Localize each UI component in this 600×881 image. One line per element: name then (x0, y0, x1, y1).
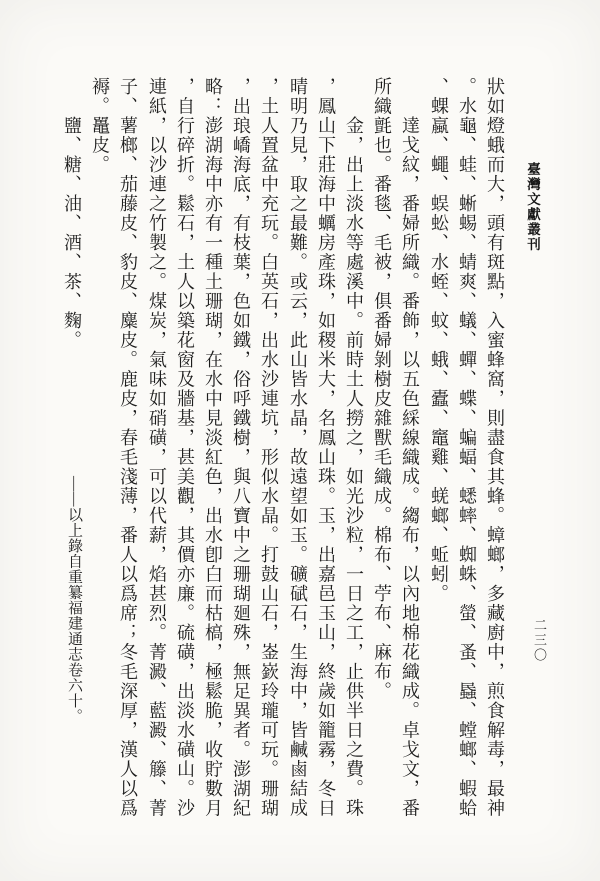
text-column-5: 所織氈也。番毯、毛被，俱番婦剝樹皮雜獸毛織成。棉布、苧布、麻布。 (372, 77, 392, 701)
page-number: 二三〇 (532, 618, 547, 663)
text-column-15: 褥。鼉皮。 (90, 77, 110, 175)
text-column-12: ，自行碎折。鬆石，土人以築花窗及牆基，甚美觀，其價亦廉。硫磺，出淡水磺山。沙 (175, 77, 195, 818)
text-column-8: 晴明乃見，取之最難。或云，此山皆水晶，故遠望如玉。礦碔石，生海中，皆鹹鹵結成 (288, 77, 308, 818)
text-column-1: 狀如燈蛾而大，頭有斑點，入蜜蜂窩，則盡食其蜂。蟑螂，多藏廚中，煎食解毒，最神 (485, 77, 505, 818)
text-column-10: ，出琅嶠海底，有枝葉，色如鐵，俗呼鐵樹，與八寶中之珊瑚廻殊，無足異者。澎湖紀 (231, 77, 251, 818)
source-attribution: ——以上錄自重纂福建通志卷六十。 (66, 476, 82, 724)
text-column-6: 金，出上淡水等處溪中。前時土人撈之，如光沙粒，一日之工，止供半日之費。珠 (344, 116, 364, 818)
series-title: 臺灣文獻叢刊 (525, 162, 540, 252)
text-column-7: ，鳳山下莊海中蠣房產珠，如稷米大，名鳳山珠。玉，出嘉邑玉山，終歲如籠霧，冬日 (316, 77, 336, 818)
text-column-13: 連紙，以沙連之竹製之。煤炭，氣味如硝磺，可以代薪，焰甚烈。菁澱、藍澱、籐、菁 (147, 77, 167, 818)
text-column-14: 子、薯榔、茄藤皮、豹皮、麋皮。鹿皮，春毛淺薄，番人以爲席；冬毛深厚，漢人以爲 (118, 77, 138, 818)
text-column-11: 略：澎湖海中亦有一種土珊瑚，在水中見淡紅色，出水卽白而枯槁，極鬆脆，收貯數月 (203, 77, 223, 818)
text-column-3: 、蜾蠃、蠅、蜈蚣、水蛭、蚊、蛾、蠹、竈雞、蜣螂、蚯蚓。 (429, 77, 449, 604)
text-column-2: 。水龜、蛙、蜥蜴、蜻爽、蟻、蟬、蝶、蝙蝠、蟋蟀、蜘蛛、螢、蚤、蟁、螳螂、蝦蛤 (457, 77, 477, 818)
text-column-4: 達戈紋，番婦所織。番飾，以五色綵線織成。縐布，以內地棉花織成。卓戈文，番 (400, 116, 420, 818)
text-column-16: 鹽、糖、油、酒、茶、麴。 (62, 116, 82, 350)
text-column-9: ，土人置盆中充玩。白英石，出水沙連坑，形似水晶。打鼓山石，崟嶔玲瓏可玩。珊瑚 (259, 77, 279, 818)
